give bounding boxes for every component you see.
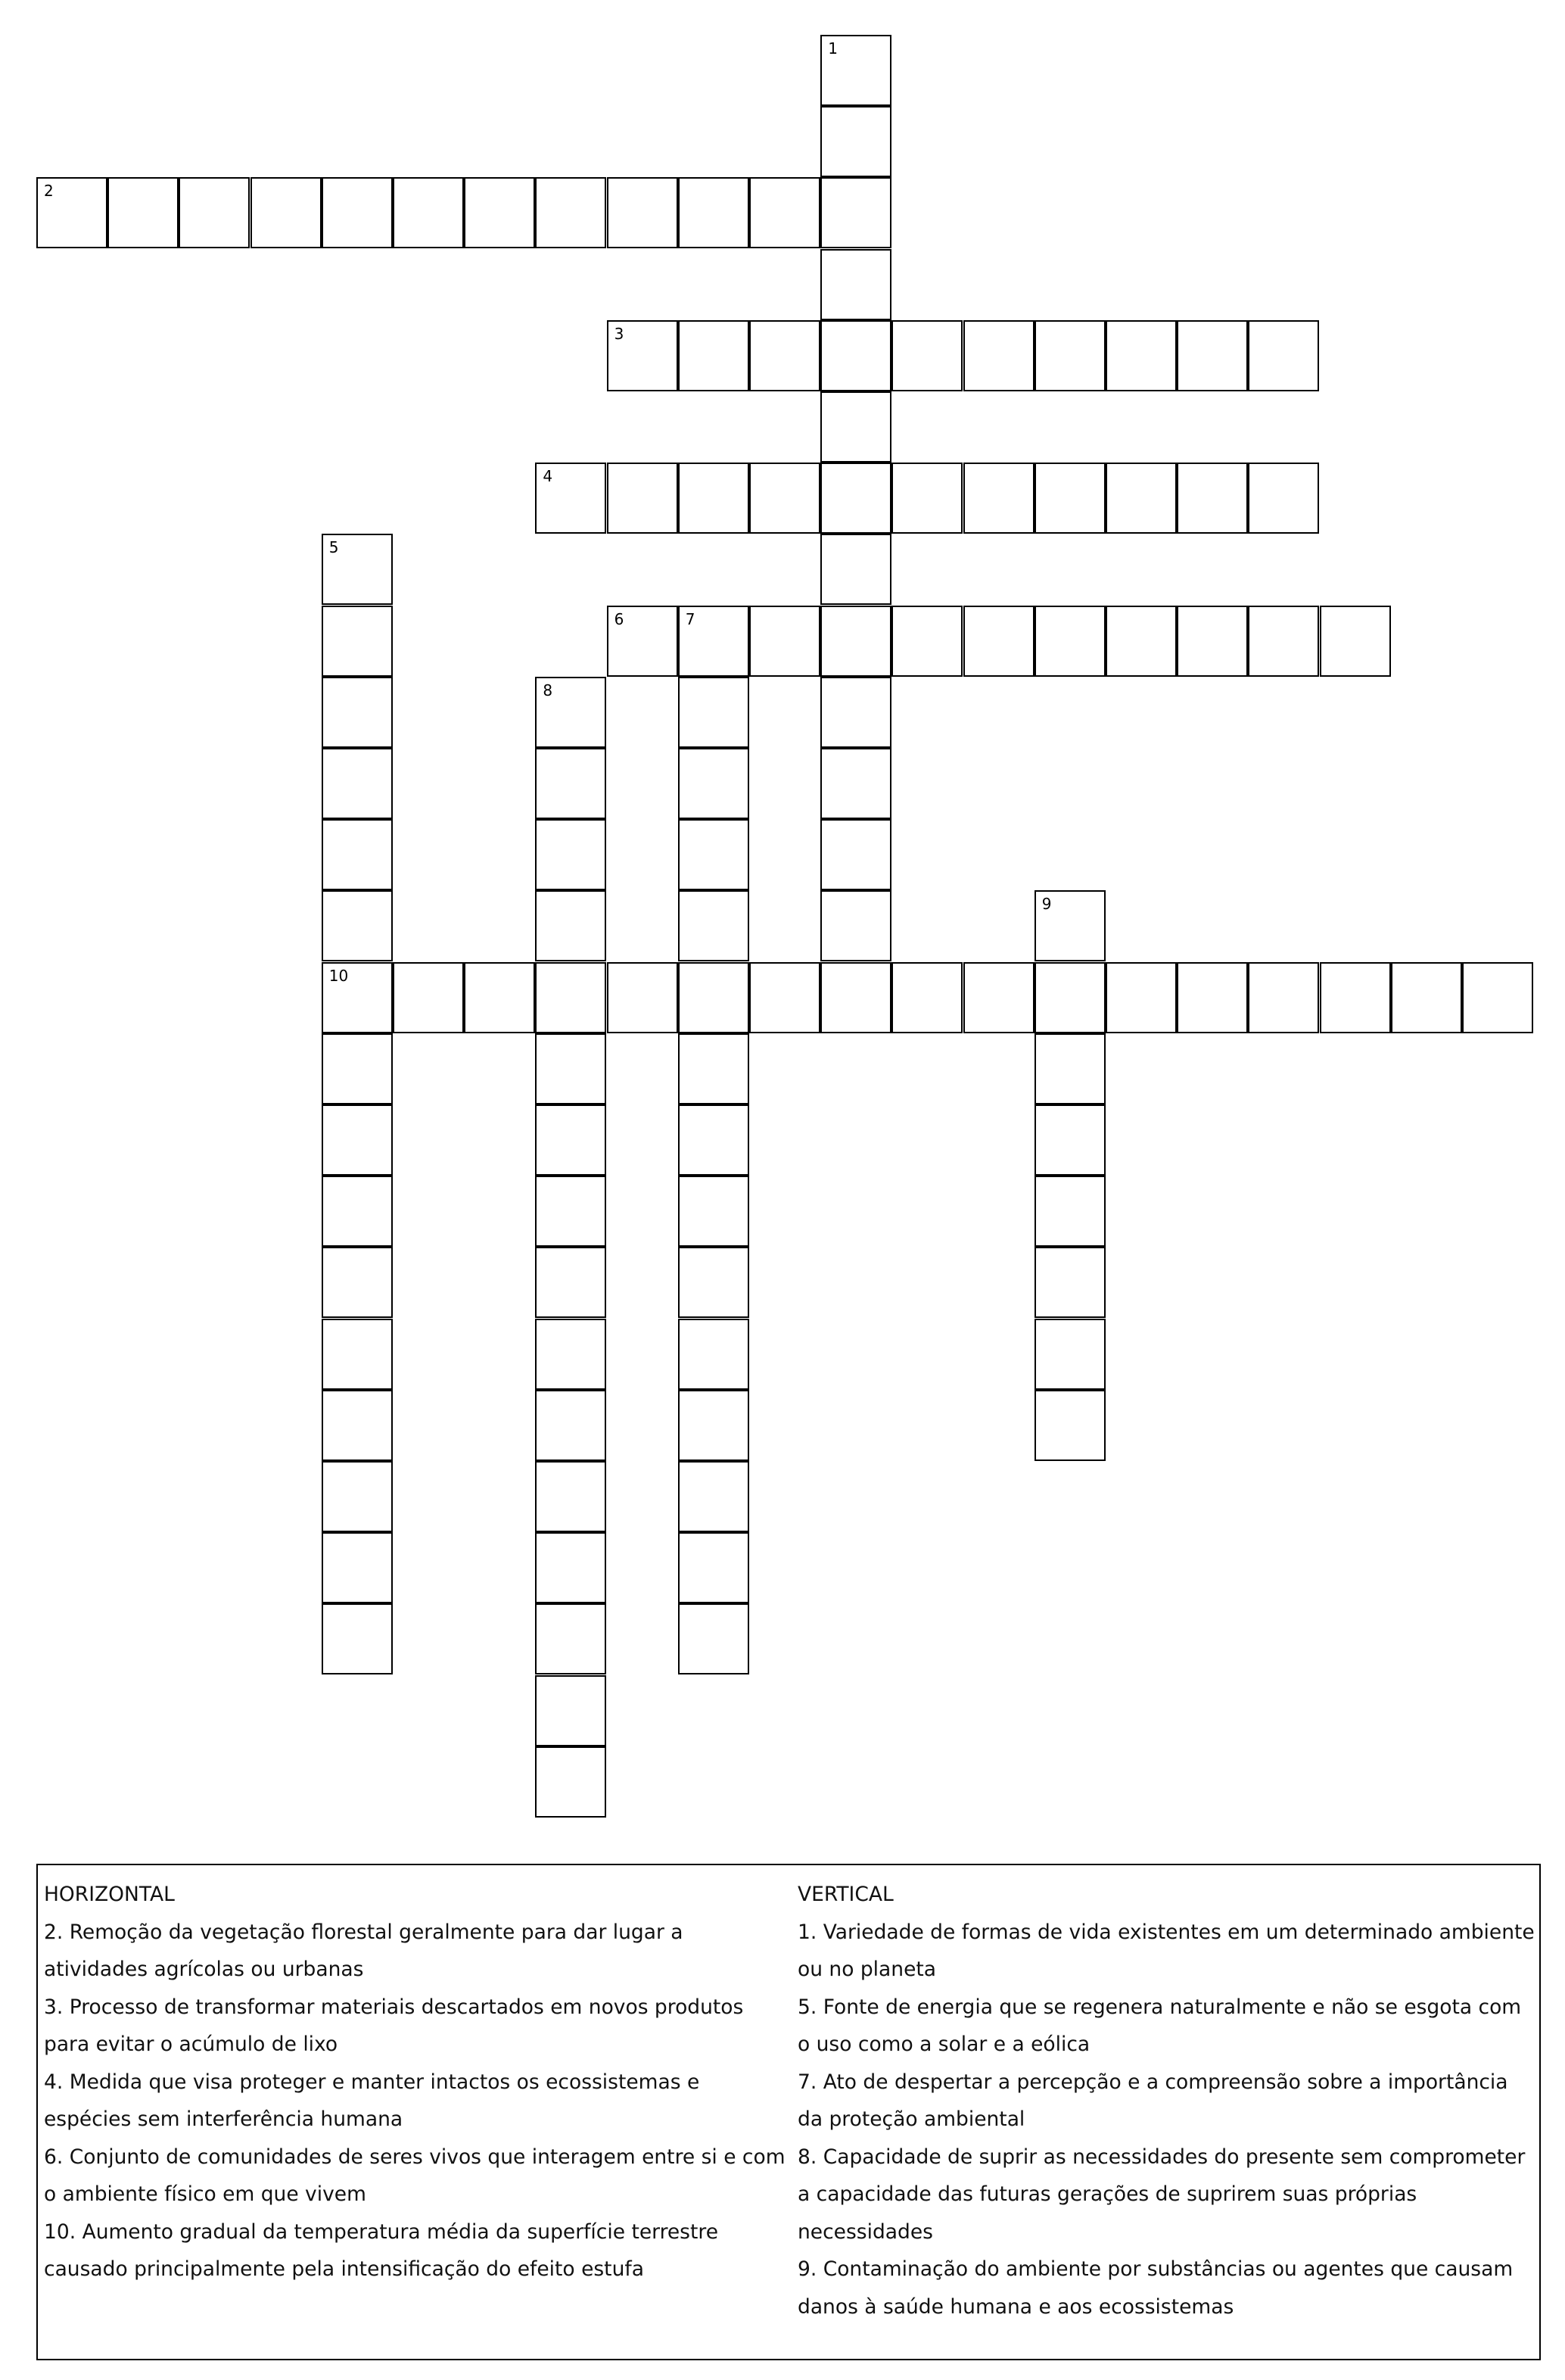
crossword-cell[interactable] [1035, 1390, 1106, 1461]
crossword-cell[interactable] [535, 1390, 606, 1461]
vertical-heading: VERTICAL [798, 1883, 894, 1906]
crossword-cell[interactable] [322, 1532, 393, 1603]
crossword-cell[interactable] [820, 534, 891, 605]
crossword-cell[interactable] [820, 890, 891, 961]
clue-number: 4 [543, 467, 553, 486]
vertical-clue-line: 9. Contaminação do ambiente por substâncias ou agentes que causam [798, 2257, 1514, 2281]
crossword-cell[interactable] [1035, 606, 1106, 677]
crossword-cell[interactable] [820, 677, 891, 748]
crossword-cell[interactable] [678, 1247, 749, 1318]
crossword-cell[interactable] [322, 890, 393, 961]
crossword-cell[interactable] [535, 1461, 606, 1532]
crossword-cell[interactable] [678, 1176, 749, 1247]
crossword-cell[interactable] [820, 106, 891, 177]
crossword-cell[interactable] [535, 1247, 606, 1318]
crossword-cell[interactable] [749, 177, 820, 248]
crossword-cell[interactable] [322, 748, 393, 819]
crossword-cell[interactable] [535, 1033, 606, 1104]
crossword-cell[interactable] [1248, 606, 1319, 677]
crossword-cell[interactable] [1177, 463, 1248, 534]
horizontal-clue-line: 6. Conjunto de comunidades de seres vivos que interagem entre si e com [44, 2145, 786, 2169]
crossword-cell[interactable] [678, 1319, 749, 1390]
crossword-cell[interactable] [1391, 962, 1462, 1033]
crossword-cell[interactable] [678, 177, 749, 248]
clue-number: 7 [685, 609, 695, 628]
horizontal-clue-line: 2. Remoção da vegetação florestal geralmente para dar lugar a [44, 1920, 683, 1944]
crossword-cell[interactable] [1106, 606, 1177, 677]
crossword-cell[interactable] [891, 463, 963, 534]
crossword-cell[interactable] [678, 1532, 749, 1603]
horizontal-clue-line: para evitar o acúmulo de lixo [44, 2033, 338, 2056]
crossword-cell[interactable] [891, 962, 963, 1033]
horizontal-clue-line: causado principalmente pela intensificação do efeito estufa [44, 2257, 644, 2281]
horizontal-clue-line: atividades agrícolas ou urbanas [44, 1958, 364, 1981]
crossword-cell[interactable] [678, 1033, 749, 1104]
crossword-cell[interactable] [535, 1532, 606, 1603]
crossword-cell[interactable] [607, 320, 678, 391]
crossword-cell[interactable] [963, 962, 1035, 1033]
crossword-cell[interactable] [322, 606, 393, 677]
crossword-cell[interactable] [607, 177, 678, 248]
crossword-cell[interactable] [535, 1319, 606, 1390]
crossword-cell[interactable] [1177, 320, 1248, 391]
crossword-cell[interactable] [820, 35, 891, 106]
crossword-cell[interactable] [891, 320, 963, 391]
crossword-cell[interactable] [820, 748, 891, 819]
crossword-cell[interactable] [820, 962, 891, 1033]
clue-number: 1 [828, 39, 838, 58]
crossword-cell[interactable] [820, 606, 891, 677]
crossword-cell[interactable] [607, 463, 678, 534]
crossword-cell[interactable] [1035, 463, 1106, 534]
crossword-cell[interactable] [678, 1104, 749, 1176]
vertical-clue-line: a capacidade das futuras gerações de suprirem suas próprias [798, 2182, 1417, 2206]
crossword-cell[interactable] [678, 1603, 749, 1674]
crossword-cell[interactable] [322, 677, 393, 748]
crossword-cell[interactable] [1177, 606, 1248, 677]
vertical-clue-line: ou no planeta [798, 1958, 937, 1981]
clue-number: 2 [44, 182, 54, 201]
crossword-cell[interactable] [535, 463, 606, 534]
crossword-cell[interactable] [535, 1603, 606, 1674]
crossword-cell[interactable] [535, 962, 606, 1033]
crossword-cell[interactable] [1035, 1033, 1106, 1104]
crossword-cell[interactable] [535, 890, 606, 961]
crossword-cell[interactable] [749, 606, 820, 677]
crossword-cell[interactable] [678, 320, 749, 391]
vertical-clue-line: 7. Ato de despertar a percepção e a compreensão sobre a importância [798, 2070, 1508, 2094]
crossword-cell[interactable] [393, 962, 464, 1033]
vertical-clue-line: 8. Capacidade de suprir as necessidades do presente sem comprometer [798, 2145, 1526, 2169]
crossword-cell[interactable] [535, 819, 606, 890]
crossword-cell[interactable] [535, 1176, 606, 1247]
crossword-cell[interactable] [322, 1603, 393, 1674]
vertical-clue-line: 5. Fonte de energia que se regenera naturalmente e não se esgota com [798, 1995, 1522, 2019]
crossword-cell[interactable] [179, 177, 250, 248]
crossword-cell[interactable] [963, 320, 1035, 391]
crossword-cell[interactable] [678, 1461, 749, 1532]
crossword-cell[interactable] [1248, 320, 1319, 391]
crossword-cell[interactable] [1035, 890, 1106, 961]
crossword-cell[interactable] [535, 1675, 606, 1746]
crossword-cell[interactable] [1035, 320, 1106, 391]
clue-number: 8 [543, 681, 553, 699]
vertical-clues [798, 1876, 1539, 2325]
crossword-cell[interactable] [322, 1390, 393, 1461]
vertical-clue-line: necessidades [798, 2220, 933, 2244]
crossword-cell[interactable] [1035, 1319, 1106, 1390]
clue-number: 9 [1041, 895, 1052, 914]
crossword-cell[interactable] [535, 748, 606, 819]
crossword-cell[interactable] [678, 1390, 749, 1461]
crossword-cell[interactable] [322, 1033, 393, 1104]
clues-box [36, 1864, 1541, 2360]
horizontal-clue-line: o ambiente físico em que vivem [44, 2182, 366, 2206]
crossword-cell[interactable] [322, 962, 393, 1033]
clue-number: 5 [328, 538, 339, 557]
horizontal-clues [44, 1876, 786, 2288]
crossword-cell[interactable] [678, 962, 749, 1033]
crossword-cell[interactable] [535, 1104, 606, 1176]
crossword-cell[interactable] [464, 962, 535, 1033]
horizontal-clue-line: 10. Aumento gradual da temperatura média da superfície terrestre [44, 2220, 718, 2244]
crossword-cell[interactable] [535, 1746, 606, 1818]
crossword-cell[interactable] [820, 177, 891, 248]
horizontal-clue-line: 3. Processo de transformar materiais descartados em novos produtos [44, 1995, 744, 2019]
crossword-cell[interactable] [322, 1461, 393, 1532]
horizontal-clue-line: 4. Medida que visa proteger e manter intactos os ecossistemas e [44, 2070, 700, 2094]
crossword-cell[interactable] [1248, 962, 1319, 1033]
crossword-cell[interactable] [1320, 606, 1391, 677]
crossword-cell[interactable] [322, 1104, 393, 1176]
crossword-cell[interactable] [607, 962, 678, 1033]
vertical-clue-line: o uso como a solar e a eólica [798, 2033, 1091, 2056]
crossword-cell[interactable] [322, 819, 393, 890]
crossword-cell[interactable] [1035, 1247, 1106, 1318]
crossword-cell[interactable] [535, 677, 606, 748]
crossword-cell[interactable] [1106, 320, 1177, 391]
crossword-cell[interactable] [820, 249, 891, 320]
crossword-cell[interactable] [820, 320, 891, 391]
crossword-cell[interactable] [36, 177, 107, 248]
crossword-cell[interactable] [820, 819, 891, 890]
vertical-clue-line: danos à saúde humana e aos ecossistemas [798, 2294, 1234, 2319]
crossword-cell[interactable] [1035, 1104, 1106, 1176]
crossword-cell[interactable] [1106, 463, 1177, 534]
crossword-cell[interactable] [678, 463, 749, 534]
vertical-clue-line: 1. Variedade de formas de vida existentes em um determinado ambiente [798, 1920, 1535, 1944]
crossword-cell[interactable] [322, 1319, 393, 1390]
crossword-cell[interactable] [820, 391, 891, 463]
crossword-cell[interactable] [607, 606, 678, 677]
crossword-cell[interactable] [1177, 962, 1248, 1033]
clue-number: 3 [614, 324, 624, 343]
crossword-cell[interactable] [891, 606, 963, 677]
crossword-cell[interactable] [1106, 962, 1177, 1033]
crossword-cell[interactable] [250, 177, 322, 248]
crossword-cell[interactable] [464, 177, 535, 248]
crossword-cell[interactable] [678, 606, 749, 677]
crossword-cell[interactable] [749, 320, 820, 391]
crossword-cell[interactable] [749, 962, 820, 1033]
vertical-clue-line: da proteção ambiental [798, 2107, 1025, 2131]
crossword-cell[interactable] [1035, 1176, 1106, 1247]
clue-number: 10 [328, 966, 349, 985]
crossword-cell[interactable] [749, 463, 820, 534]
crossword-cell[interactable] [1248, 463, 1319, 534]
crossword-cell[interactable] [107, 177, 179, 248]
crossword-cell[interactable] [1035, 962, 1106, 1033]
crossword-cell[interactable] [678, 819, 749, 890]
crossword-cell[interactable] [678, 890, 749, 961]
crossword-cell[interactable] [1320, 962, 1391, 1033]
crossword-cell[interactable] [820, 463, 891, 534]
crossword-cell[interactable] [1462, 962, 1533, 1033]
crossword-cell[interactable] [322, 177, 393, 248]
crossword-cell[interactable] [535, 177, 606, 248]
horizontal-clue-line: espécies sem interferência humana [44, 2107, 403, 2131]
crossword-cell[interactable] [678, 677, 749, 748]
horizontal-heading: HORIZONTAL [44, 1883, 175, 1906]
crossword-cell[interactable] [393, 177, 464, 248]
crossword-cell[interactable] [678, 748, 749, 819]
crossword-cell[interactable] [322, 534, 393, 605]
clue-number: 6 [614, 609, 624, 628]
crossword-cell[interactable] [322, 1247, 393, 1318]
crossword-cell[interactable] [322, 1176, 393, 1247]
crossword-cell[interactable] [963, 606, 1035, 677]
crossword-cell[interactable] [963, 463, 1035, 534]
